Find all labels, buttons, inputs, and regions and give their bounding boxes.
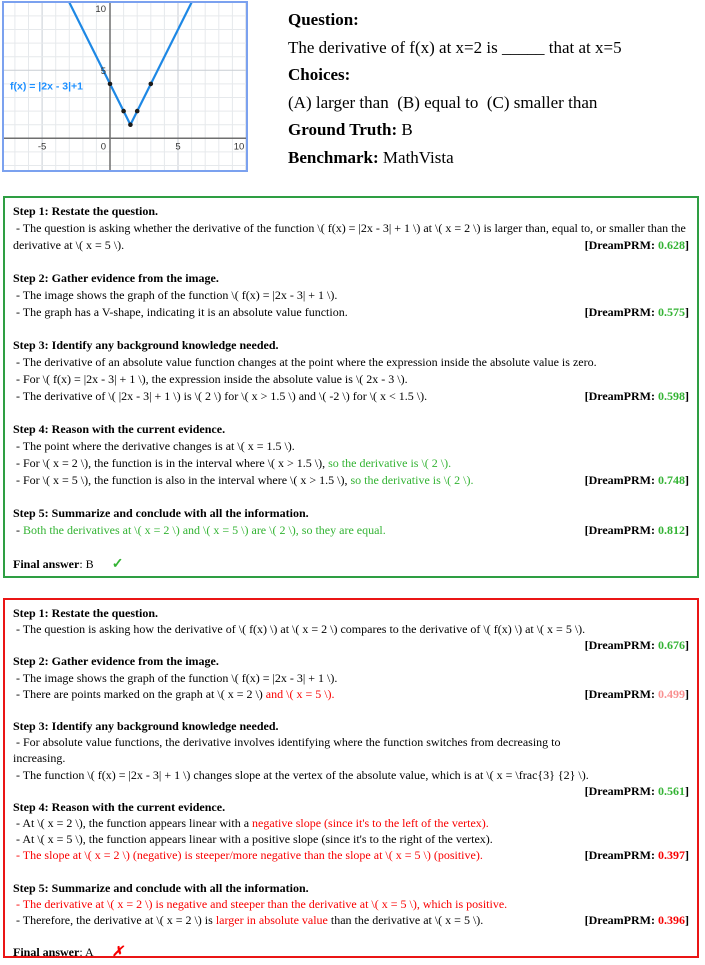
step (13, 270, 689, 320)
step-line (13, 734, 689, 750)
text-segment: (A) larger than (B) equal to (C) smaller than (288, 92, 598, 112)
step-line (13, 750, 689, 766)
step (13, 605, 689, 653)
step (13, 799, 689, 864)
text-segment: The derivative of f(x) at x=2 is _____ that at x=5 (288, 37, 622, 57)
step-line (13, 767, 689, 783)
step-heading: Step 1: Restate the question. (13, 606, 158, 620)
step-line (13, 912, 689, 928)
graph-panel (2, 1, 248, 172)
step-line (13, 304, 689, 321)
dreamprm-score: [DreamPRM: 0.561] (584, 783, 689, 798)
svg-text:-5: -5 (37, 141, 47, 153)
text-segment: - Therefore, the derivative at \( x = 2 \) is (13, 912, 216, 927)
text-segment: - For \( x = 5 \), the function is also in the interval where \( x > 1.5 \), (13, 472, 351, 487)
final-answer-line (13, 556, 689, 574)
step (13, 203, 689, 253)
text-segment: - There are points marked on the graph at \( x = 2 \) (13, 686, 266, 701)
question-line (288, 61, 702, 89)
text-segment: - The function \( f(x) = |2x - 3| + 1 \) changes slope at the vertex of the absolute value, which is at \( x = \frac{3} {2} \). (13, 767, 589, 782)
text-segment: - (13, 523, 23, 538)
question-line (288, 89, 702, 117)
incorrect-reasoning-box (3, 598, 699, 961)
text-segment: - For \( x = 2 \), the function is in the interval where \( x > 1.5 \), (13, 455, 329, 470)
text-segment: Choices: (288, 65, 351, 84)
svg-text:5: 5 (175, 141, 181, 153)
text-segment: : B (79, 556, 94, 571)
step-line (13, 388, 689, 405)
step-heading: Step 5: Summarize and conclude with all the information. (13, 880, 309, 895)
question-line (288, 116, 702, 144)
correct-reasoning-box (3, 196, 699, 578)
text-segment: - The question is asking whether the derivative of the function \( f(x) = |2x - 3| + 1 \) at \( x = 2 \) is larger than, equal to, or smaller than the derivative at \( x = 5 \). (13, 220, 689, 252)
step-heading: Step 2: Gather evidence from the image. (13, 271, 219, 286)
step-line (13, 670, 689, 686)
step-heading: Step 4: Reason with the current evidence. (13, 799, 226, 814)
step (13, 718, 689, 799)
step (13, 653, 689, 701)
step-line (13, 621, 689, 637)
step-line (13, 522, 689, 539)
svg-text:5: 5 (100, 65, 106, 77)
step-line (13, 354, 689, 371)
text-segment: Ground Truth: (288, 120, 398, 139)
step-line (13, 831, 689, 847)
text-segment: - At \( x = 2 \), the function appears linear with a (13, 816, 253, 831)
text-segment: so the derivative is \( 2 \). (350, 472, 474, 487)
text-segment: Both the derivatives at \( x = 2 \) and \( x = 5 \) are \( 2 \), so they are equal. (23, 523, 386, 538)
text-segment: larger in absolute value (215, 912, 328, 927)
step-line (13, 438, 689, 455)
text-segment: Question: (288, 10, 359, 29)
text-segment: - The image shows the graph of the function \( f(x) = |2x - 3| + 1 \). (13, 287, 338, 302)
dreamprm-score: [DreamPRM: 0.397] (584, 848, 689, 863)
text-segment: Benchmark: (288, 147, 379, 167)
step-heading: Step 3: Identify any background knowledge needed. (13, 719, 279, 734)
step-heading: Step 1: Restate the question. (13, 204, 158, 218)
text-segment: and \( x = 5 \). (265, 686, 335, 701)
text-segment: - For absolute value functions, the derivative involves identifying where the function switches from decreasing to (13, 735, 561, 750)
text-segment: - For \( f(x) = |2x - 3| + 1 \), the expression inside the absolute value is \( 2x - 3 \). (13, 371, 408, 386)
final-answer-line (13, 944, 689, 961)
dreamprm-score: [DreamPRM: 0.575] (584, 304, 689, 319)
text-segment: increasing. (13, 751, 66, 766)
step-heading: Step 2: Gather evidence from the image. (13, 654, 219, 669)
text-segment: so the derivative is \( 2 \). (328, 455, 452, 470)
step (13, 880, 689, 928)
step (13, 337, 689, 404)
step-line (13, 371, 689, 388)
text-segment: B (397, 120, 413, 139)
function-graph (4, 3, 246, 170)
text-segment: : A (79, 945, 94, 960)
step-line (13, 287, 689, 304)
text-segment: negative slope (since it's to the left of the vertex). (252, 816, 489, 831)
step (13, 421, 689, 488)
text-segment: - The derivative of \( |2x - 3| + 1 \) is \( 2 \) for \( x > 1.5 \) and \( -2 \) for \( x < 1.5 \). (13, 388, 428, 403)
svg-text:10: 10 (95, 4, 106, 15)
dreamprm-score: [DreamPRM: 0.499] (584, 686, 689, 701)
text-segment: - The question is asking how the derivative of \( f(x) \) at \( x = 2 \) compares to the derivative of \( f(x) \) at \( x = 5 \). (13, 622, 586, 637)
step-line (13, 220, 689, 254)
step-line (13, 472, 689, 489)
step-line (13, 896, 689, 912)
text-segment: MathVista (378, 147, 454, 167)
text-segment: - The derivative at \( x = 2 \) is negative and steeper than the derivative at \( x = 5 \), which is positive. (13, 896, 508, 911)
step-heading: Step 4: Reason with the current evidence. (13, 422, 226, 437)
text-segment: Final answer (13, 556, 80, 571)
step-line (13, 815, 689, 831)
svg-text:0: 0 (100, 141, 106, 153)
step-heading: Step 3: Identify any background knowledge needed. (13, 338, 279, 353)
step-line (13, 783, 689, 799)
step-line (13, 686, 689, 702)
dreamprm-score: [DreamPRM: 0.812] (584, 523, 689, 538)
dreamprm-score: [DreamPRM: 0.598] (584, 388, 689, 403)
question-line (288, 144, 702, 172)
dreamprm-score: [DreamPRM: 0.396] (584, 912, 689, 927)
question-block (288, 6, 702, 171)
text-segment: Final answer (13, 945, 80, 960)
svg-text:10: 10 (233, 141, 245, 153)
step-line (13, 455, 689, 472)
svg-text:f(x) = |2x - 3|+1: f(x) = |2x - 3|+1 (10, 80, 83, 93)
question-line (288, 34, 702, 62)
text-segment: - The slope at \( x = 2 \) (negative) is steeper/more negative than the slope at \( x = 5 \) (positive). (13, 848, 483, 863)
text-segment: - The image shows the graph of the function \( f(x) = |2x - 3| + 1 \). (13, 670, 338, 685)
correct-mark: ✓ (111, 556, 124, 572)
text-segment: - The graph has a V-shape, indicating it is an absolute value function. (13, 304, 348, 319)
text-segment: - The point where the derivative changes is at \( x = 1.5 \). (13, 439, 295, 454)
step-line (13, 847, 689, 863)
step-line (13, 637, 689, 653)
wrong-mark: ✗ (111, 945, 124, 961)
text-segment: than the derivative at \( x = 5 \). (327, 912, 484, 927)
question-line (288, 6, 702, 34)
dreamprm-score: [DreamPRM: 0.748] (584, 472, 689, 487)
dreamprm-score: [DreamPRM: 0.628] (584, 237, 689, 252)
text-segment: - At \( x = 5 \), the function appears linear with a positive slope (since it's to the right of the vertex). (13, 832, 493, 847)
step-heading: Step 5: Summarize and conclude with all the information. (13, 506, 309, 521)
step (13, 505, 689, 539)
text-segment: - The derivative of an absolute value function changes at the point where the expression inside the absolute value is zero. (13, 355, 597, 370)
dreamprm-score: [DreamPRM: 0.676] (584, 638, 689, 653)
